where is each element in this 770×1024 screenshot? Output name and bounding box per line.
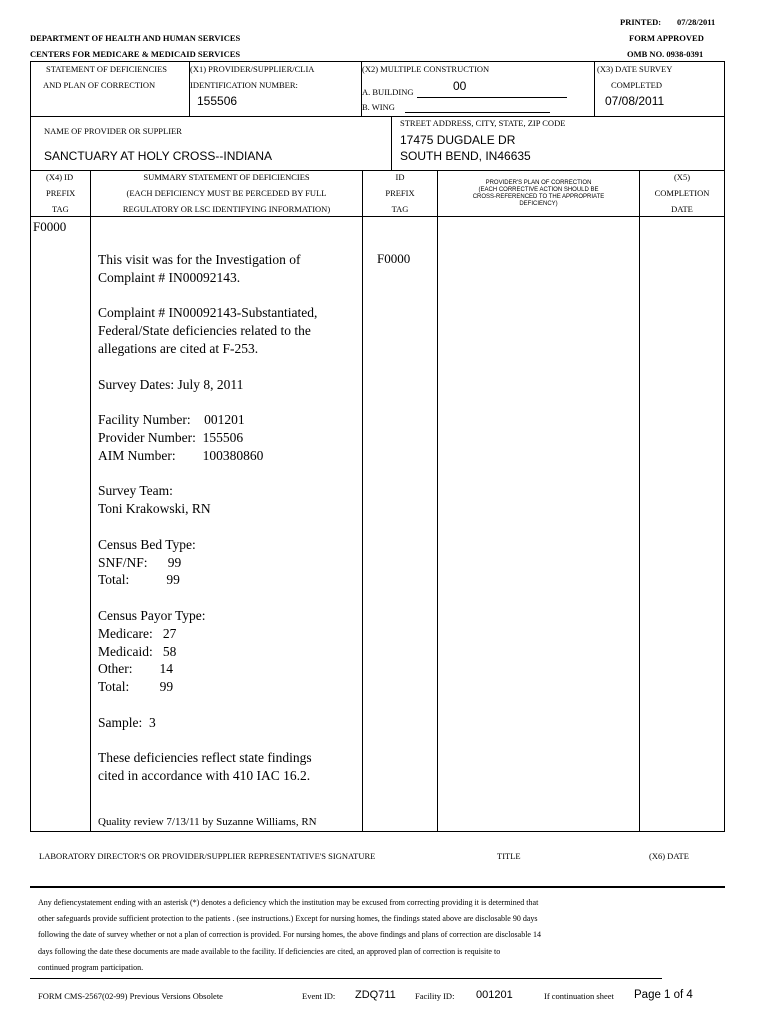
form-number: FORM CMS-2567(02-99) Previous Versions Obsolete [38,991,223,1001]
summary-line: SNF/NF: 99 [98,554,182,570]
id-header-3: TAG [391,204,409,214]
x1-label: (X1) PROVIDER/SUPPLIER/CLIA [190,64,315,74]
right-border [724,61,725,831]
address-line1: 17475 DUGDALE DR [400,133,516,147]
summary-line: Provider Number: 155506 [98,429,244,445]
summary-body [98,250,360,784]
x2-label: (X2) MULTIPLE CONSTRUCTION [362,64,490,74]
summary-line: Facility Number: 001201 [98,412,245,428]
summary-line: Complaint # IN00092143. [98,269,241,285]
quality-review: Quality review 7/13/11 by Suzanne Williams, RN [98,816,317,828]
summary-line: Federal/State deficiencies related to the [98,323,311,339]
plan-label: AND PLAN OF CORRECTION [43,80,156,90]
form-approved: FORM APPROVED [629,33,704,43]
summary-line: Census Payor Type: [98,607,206,623]
statement-label: STATEMENT OF DEFICIENCIES [46,64,168,74]
summary-line: Complaint # IN00092143-Substantiated, [98,305,318,321]
id-header-2: PREFIX [385,188,415,198]
omb-number: OMB NO. 0938-0391 [627,49,704,59]
x3-value: 07/08/2011 [605,94,665,108]
centers-title: CENTERS FOR MEDICARE & MEDICAID SERVICES [30,49,241,59]
title-label: TITLE [497,851,521,861]
x4-header-1: (X4) ID [46,172,74,182]
top-rule [30,61,725,62]
summary-line: This visit was for the Investigation of [98,252,301,267]
disclaimer-line: other safeguards provide sufficient protection to the patients . (see instructions.) Except for nursing homes, the findings stated above are disclosable 90 days [38,914,538,924]
provider-label: NAME OF PROVIDER OR SUPPLIER [44,126,182,136]
summary-header-1: SUMMARY STATEMENT OF DEFICIENCIES [143,172,310,182]
summary-line [98,392,360,410]
disclaimer-line: following the date of survey whether or not a plan of correction is provided. For nursing homes, the above findings and plans of correction are disclosable 14 [38,930,541,940]
address-label: STREET ADDRESS, CITY, STATE, ZIP CODE [400,118,566,128]
summary-line [98,588,360,606]
summary-line: Medicare: 27 [98,625,177,641]
x2-building-value: 00 [453,79,467,93]
plan-header-1: PROVIDER'S PLAN OF CORRECTION [485,180,592,186]
department-title: DEPARTMENT OF HEALTH AND HUMAN SERVICES [30,33,241,43]
x1-sublabel: IDENTIFICATION NUMBER: [190,80,298,90]
plan-header-3: CROSS-REFERENCED TO THE APPROPRIATE [472,194,605,200]
summary-line [98,731,360,749]
facility-id-value: 001201 [476,989,513,1001]
continuation-label: If continuation sheet [544,991,614,1001]
summary-line: Other: 14 [98,661,173,677]
plan-header-2: (EACH CORRECTIVE ACTION SHOULD BE [478,187,599,193]
address-line2: SOUTH BEND, IN46635 [400,149,531,163]
summary-line [98,517,360,535]
summary-line: Total: 99 [98,572,180,588]
event-id-value: ZDQ711 [355,989,396,1001]
facility-id-label: Facility ID: [415,991,455,1001]
x5-header-1: (X5) [673,172,691,182]
summary-line: Survey Team: [98,483,173,499]
x4-header-2: PREFIX [46,188,76,198]
plan-header-4: DEFICIENCY) [519,201,558,207]
rule-after-ids [30,116,725,117]
summary-line: allegations are cited at F-253. [98,340,259,356]
summary-line: Total: 99 [98,679,174,695]
summary-line: Sample: 3 [98,714,156,730]
summary-line: Survey Dates: July 8, 2011 [98,376,244,392]
right-prefix-tag: F0000 [377,251,411,266]
rule-after-column-headers [30,216,725,217]
summary-header-3: REGULATORY OR LSC IDENTIFYING INFORMATION) [122,204,331,214]
left-prefix-tag: F0000 [33,219,67,234]
signature-label: LABORATORY DIRECTOR'S OR PROVIDER/SUPPLIER REPRESENTATIVE'S SIGNATURE [39,851,376,861]
x3-sublabel: COMPLETED [611,80,662,90]
disclaimer-text [38,895,718,976]
summary-line: Toni Krakowski, RN [98,501,211,517]
x3-label: (X3) DATE SURVEY [597,64,673,74]
disclaimer-line: Any defiencystatement ending with an asterisk (*) denotes a deficiency which the institution may be excused from correcting providing it is determined that [38,898,539,907]
provider-value: SANCTUARY AT HOLY CROSS--INDIANA [44,149,273,163]
x4-header-3: TAG [52,204,69,214]
disclaimer-line: continued program participation. [38,962,144,972]
summary-line: AIM Number: 100380860 [98,447,264,463]
summary-line: These deficiencies reflect state findings [98,750,312,766]
x5-header-3: DATE [671,204,693,214]
x2-wing-label: B. WING [362,102,395,112]
left-border [30,61,31,831]
summary-line [98,464,360,482]
summary-header-2: (EACH DEFICIENCY MUST BE PERCEDED BY FULL [126,188,327,198]
summary-line [98,357,360,375]
x1-value: 155506 [197,94,238,108]
x5-header-2: COMPLETION [654,188,710,198]
summary-line [98,286,360,304]
printed-label: PRINTED: [620,17,662,27]
summary-line: cited in accordance with 410 IAC 16.2. [98,768,311,784]
x6-date-label: (X6) DATE [649,851,689,861]
page-number: Page 1 of 4 [634,989,693,1001]
summary-line: Medicaid: 58 [98,643,177,659]
x2-building-label: A. BUILDING [362,87,414,97]
id-header-1: ID [395,172,405,182]
disclaimer-line: days following the date these documents are made available to the facility. If deficiencies are cited, an approved plan of correction is requisite to [38,946,501,956]
event-id-label: Event ID: [302,991,336,1001]
printed-date: 07/28/2011 [677,17,716,27]
summary-line [98,695,360,713]
rule-after-provider [30,170,725,171]
summary-line: Census Bed Type: [98,536,196,552]
